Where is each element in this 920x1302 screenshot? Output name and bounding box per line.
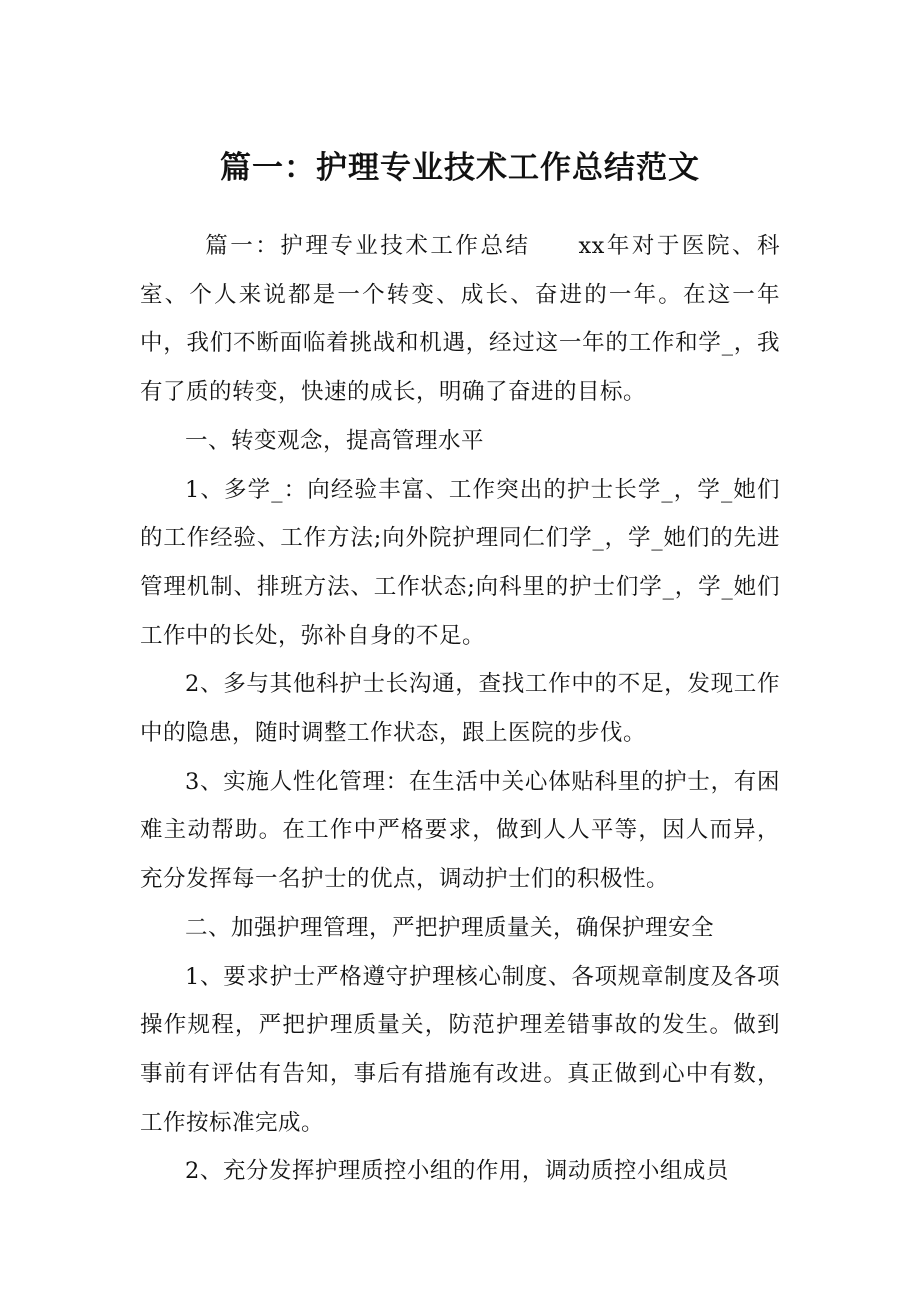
paragraph-1-3: 3、实施人性化管理：在生活中关心体贴科里的护士，有困难主动帮助。在工作中严格要求，做到人人平等，因人而异，充分发挥每一名护士的优点，调动护士们的积极性。: [140, 768, 780, 893]
paragraph-2-1: 1、要求护士严格遵守护理核心制度、各项规章制度及各项操作规程，严把护理质量关，防范护理差错事故的发生。做到事前有评估有告知，事后有措施有改进。真正做到心中有数，工作按标准完成。: [140, 963, 780, 1136]
paragraph-1-2: 2、多与其他科护士长沟通，查找工作中的不足，发现工作中的隐患，随时调整工作状态，跟上医院的步伐。: [140, 671, 780, 747]
section-heading-2: 二、加强护理管理，严把护理质量关，确保护理安全: [185, 914, 715, 941]
intro-lead: 篇一：护理专业技术工作总结: [205, 233, 531, 259]
document-body: [140, 222, 780, 1196]
paragraph-1-1: 1、多学_：向经验丰富、工作突出的护士长学_，学_她们的工作经验、工作方法;向外院护理同仁们学_，学_她们的先进管理机制、排班方法、工作状态;向科里的护士们学_，学_她们工作中的长处，弥补自身的不足。: [140, 476, 780, 649]
document-title: 篇一：护理专业技术工作总结范文: [220, 150, 700, 186]
section-heading-1: 一、转变观念，提高管理水平: [185, 427, 485, 454]
intro-paragraph: [140, 222, 780, 417]
intro-rest: xx年对于医院、科室、个人来说都是一个转变、成长、奋进的一年。在这一年中，我们不断面临着挑战和机遇，经过这一年的工作和学_，我有了质的转变，快速的成长，明确了奋进的目标。: [140, 233, 780, 406]
paragraph-2-2: 2、充分发挥护理质控小组的作用，调动质控小组成员: [185, 1158, 729, 1185]
